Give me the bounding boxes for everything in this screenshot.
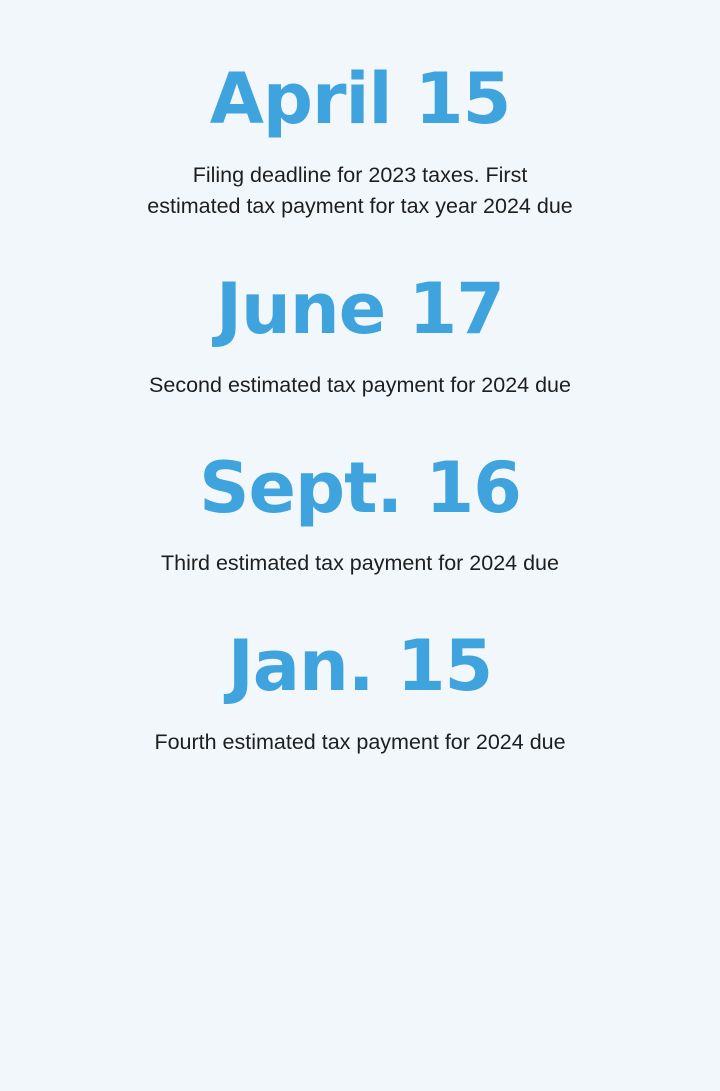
deadline-date: Jan. 15 [227,625,493,708]
deadline-description: Fourth estimated tax payment for 2024 due [154,730,566,755]
deadline-date: April 15 [209,58,511,140]
deadline-entry [0,446,720,580]
deadline-description: Second estimated tax payment for 2024 due [149,372,571,397]
deadline-description: Third estimated tax payment for 2024 due [161,551,559,576]
deadline-date: June 17 [216,267,504,350]
deadline-description: Filing deadline for 2023 taxes. First estimated tax payment for tax year 2024 due [147,162,573,218]
deadline-entry [0,267,720,401]
deadline-entry [0,58,720,222]
deadline-date: Sept. 16 [199,446,521,529]
deadline-entry [0,625,720,758]
